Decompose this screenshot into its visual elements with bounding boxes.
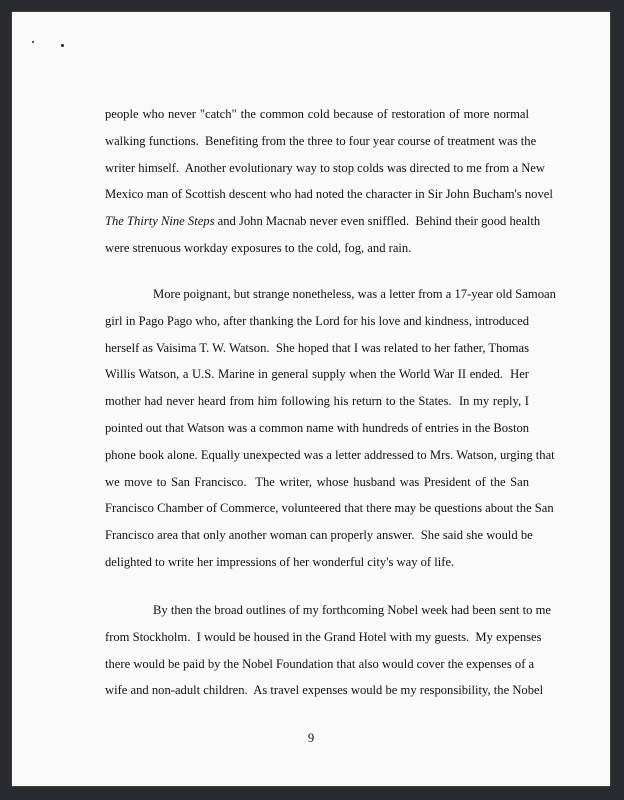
text-line: wife and non-adult children. As travel expenses would be my responsibility, the Nobel — [105, 683, 544, 698]
text-line: mother had never heard from him following his return to the States. In my reply, I — [105, 394, 529, 409]
text-line: were strenuous workday exposures to the cold, fog, and rain. — [105, 240, 412, 255]
text-line: phone book alone. Equally unexpected was a letter addressed to Mrs. Watson, urging that — [105, 447, 555, 462]
text-line: we move to San Francisco. The writer, whose husband was President of the San — [105, 474, 529, 489]
ink-speck — [61, 44, 64, 47]
page-number: 9 — [307, 731, 315, 745]
book-title: The Thirty Nine Steps — [105, 214, 215, 229]
text-line: people who never "catch" the common cold because of restoration of more normal — [105, 107, 529, 121]
text-line: Francisco Chamber of Commerce, volunteered that there may be questions about the San — [105, 501, 554, 516]
text-line: By then the broad outlines of my forthcoming Nobel week had been sent to me — [153, 603, 552, 617]
text-line: there would be paid by the Nobel Foundation that also would cover the expenses of a — [105, 656, 535, 671]
text-line: Francisco area that only another woman can properly answer. She said she would be — [105, 528, 533, 543]
ink-speck — [32, 41, 34, 43]
text-line: More poignant, but strange nonetheless, was a letter from a 17-year old Samoan — [153, 287, 556, 301]
document-page — [12, 12, 610, 786]
text-line: from Stockholm. I would be housed in the Grand Hotel with my guests. My expenses — [105, 629, 542, 644]
text-line: The Thirty Nine Steps and John Macnab never even sniffled. Behind their good health — [105, 214, 541, 229]
text-line: herself as Vaisima T. W. Watson. She hoped that I was related to her father, Thomas — [105, 340, 530, 355]
text-line: Willis Watson, a U.S. Marine in general supply when the World War II ended. Her — [105, 367, 529, 382]
text-line: delighted to write her impressions of her wonderful city's way of life. — [105, 554, 455, 569]
text-line: Mexico man of Scottish descent who had noted the character in Sir John Bucham's novel — [105, 187, 553, 202]
text-line: walking functions. Benefiting from the three to four year course of treatment was the — [105, 133, 537, 148]
text-line: pointed out that Watson was a common name with hundreds of entries in the Boston — [105, 420, 530, 435]
paragraph-2 — [105, 281, 556, 576]
paragraph-3 — [105, 597, 552, 704]
text-line: writer himself. Another evolutionary way to stop colds was directed to me from a New — [105, 160, 545, 175]
paragraph-1 — [105, 101, 553, 262]
text-line: girl in Pago Pago who, after thanking the Lord for his love and kindness, introduced — [105, 313, 529, 328]
